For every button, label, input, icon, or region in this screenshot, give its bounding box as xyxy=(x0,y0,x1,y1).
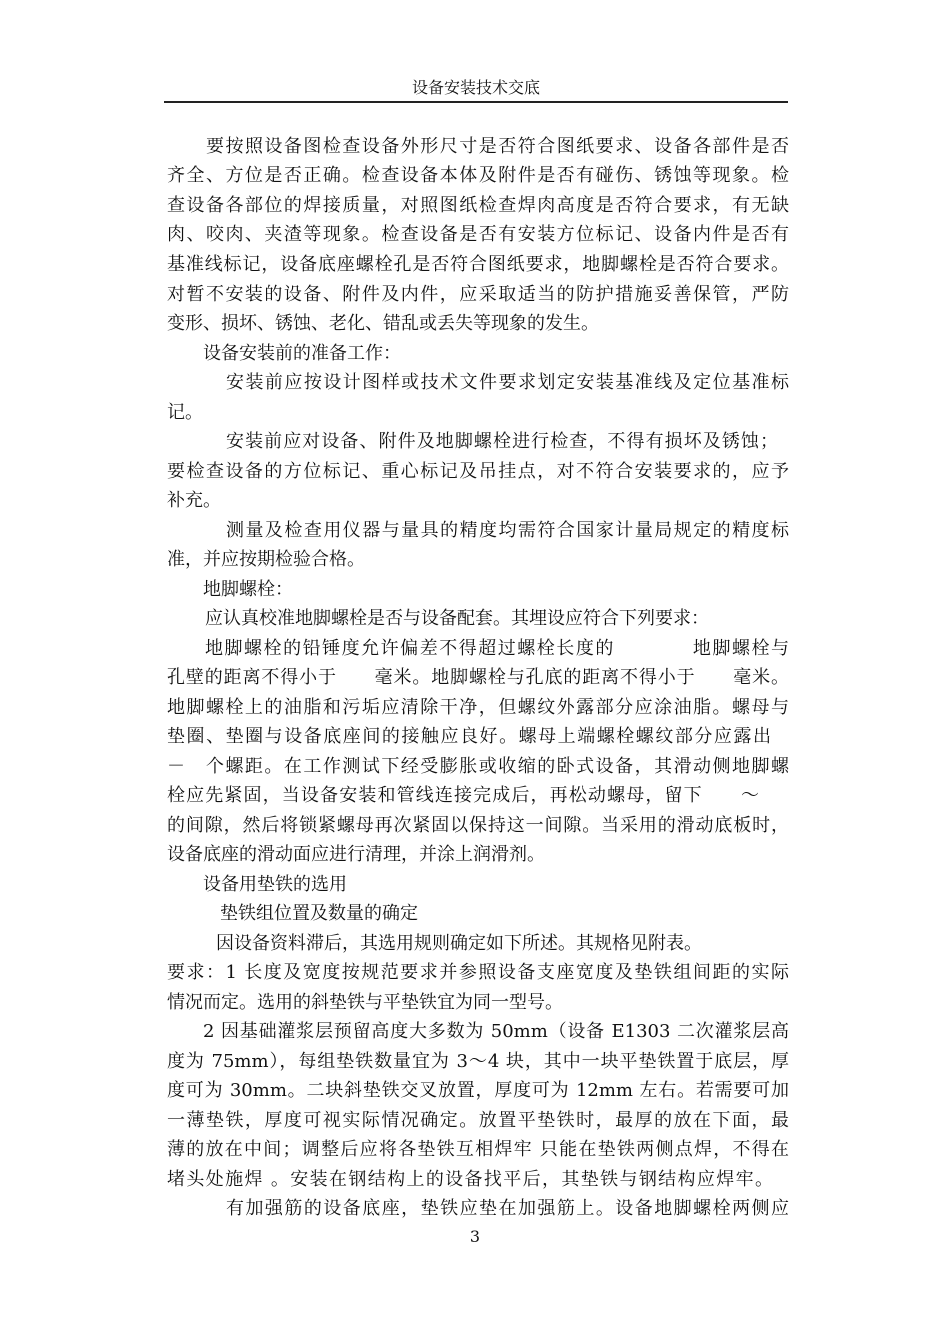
body-line: 情况而定。选用的斜垫铁与平垫铁宜为同一型号。 xyxy=(167,992,563,1013)
header-divider xyxy=(164,101,788,103)
page-number: 3 xyxy=(469,1227,481,1246)
body-line: 记。 xyxy=(167,402,203,423)
body-line: 堵头处施焊 。安装在钢结构上的设备找平后，其垫铁与钢结构应焊牢。 xyxy=(167,1169,773,1190)
body-line: 齐全、方位是否正确。检查设备本体及附件是否有碰伤、锈蚀等现象。检 xyxy=(167,165,789,186)
body-line: 地脚螺栓的铅锤度允许偏差不得超过螺栓长度的 地脚螺栓与 xyxy=(205,638,789,659)
body-line: 安装前应对设备、附件及地脚螺栓进行检查，不得有损坏及锈蚀； xyxy=(226,431,778,452)
section-heading: 设备用垫铁的选用 xyxy=(203,874,347,895)
section-heading: 设备安装前的准备工作： xyxy=(203,343,401,364)
body-line: 查设备各部位的焊接质量，对照图纸检查焊肉高度是否符合要求，有无缺 xyxy=(167,195,789,216)
body-line: 肉、咬肉、夹渣等现象。检查设备是否有安装方位标记、设备内件是否有 xyxy=(167,224,789,245)
body-line: 栓应先紧固，当设备安装和管线连接完成后，再松动螺母，留下 ～ xyxy=(167,785,759,806)
body-line: 2 因基础灌浆层预留高度大多数为 50mm（设备 E1303 二次灌浆层高 xyxy=(203,1021,789,1042)
body-line: 应认真校准地脚螺栓是否与设备配套。其埋设应符合下列要求： xyxy=(205,608,709,629)
body-line: 设备底座的滑动面应进行清理，并涂上润滑剂。 xyxy=(167,844,545,865)
body-line: 薄的放在中间；调整后应将各垫铁互相焊牢 只能在垫铁两侧点焊，不得在 xyxy=(167,1139,789,1160)
section-heading: 地脚螺栓： xyxy=(203,579,293,600)
body-line: 因设备资料滞后，其选用规则确定如下所述。其规格见附表。 xyxy=(216,933,702,954)
body-line: 度为 75mm），每组垫铁数量宜为 3～4 块，其中一块平垫铁置于底层，厚 xyxy=(167,1051,789,1072)
body-line: 要检查设备的方位标记、重心标记及吊挂点，对不符合安装要求的，应予 xyxy=(167,461,789,482)
body-line: 孔壁的距离不得小于 毫米。地脚螺栓与孔底的距离不得小于 毫米。 xyxy=(167,667,789,688)
body-line: 变形、损坏、锈蚀、老化、错乱或丢失等现象的发生。 xyxy=(167,313,599,334)
body-line: － 个螺距。在工作测试下经受膨胀或收缩的卧式设备，其滑动侧地脚螺 xyxy=(167,756,789,777)
body-line: 一薄垫铁，厚度可视实际情况确定。放置平垫铁时，最厚的放在下面，最 xyxy=(167,1110,789,1131)
body-line: 地脚螺栓上的油脂和污垢应清除干净，但螺纹外露部分应涂油脂。螺母与 xyxy=(167,697,789,718)
body-line: 有加强筋的设备底座，垫铁应垫在加强筋上。设备地脚螺栓两侧应 xyxy=(226,1198,789,1219)
body-line: 补充。 xyxy=(167,490,221,511)
body-line: 要求：1 长度及宽度按规范要求并参照设备支座宽度及垫铁组间距的实际 xyxy=(167,962,789,983)
body-line: 准，并应按期检验合格。 xyxy=(167,549,365,570)
body-line: 测量及检查用仪器与量具的精度均需符合国家计量局规定的精度标 xyxy=(226,520,789,541)
page-header-title: 设备安装技术交底 xyxy=(411,78,540,97)
body-line: 垫圈、垫圈与设备底座间的接触应良好。螺母上端螺栓螺纹部分应露出 xyxy=(167,726,771,747)
body-line: 度可为 30mm。二块斜垫铁交叉放置，厚度可为 12mm 左右。若需要可加 xyxy=(167,1080,789,1101)
body-line: 基准线标记，设备底座螺栓孔是否符合图纸要求，地脚螺栓是否符合要求。 xyxy=(167,254,789,275)
body-line: 安装前应按设计图样或技术文件要求划定安装基准线及定位基准标 xyxy=(226,372,789,393)
subsection-heading: 垫铁组位置及数量的确定 xyxy=(220,903,418,924)
body-line: 对暂不安装的设备、附件及内件，应采取适当的防护措施妥善保管，严防 xyxy=(167,284,789,305)
body-line: 要按照设备图检查设备外形尺寸是否符合图纸要求、设备各部件是否 xyxy=(206,136,789,157)
body-line: 的间隙，然后将锁紧螺母再次紧固以保持这一间隙。当采用的滑动底板时， xyxy=(167,815,789,836)
